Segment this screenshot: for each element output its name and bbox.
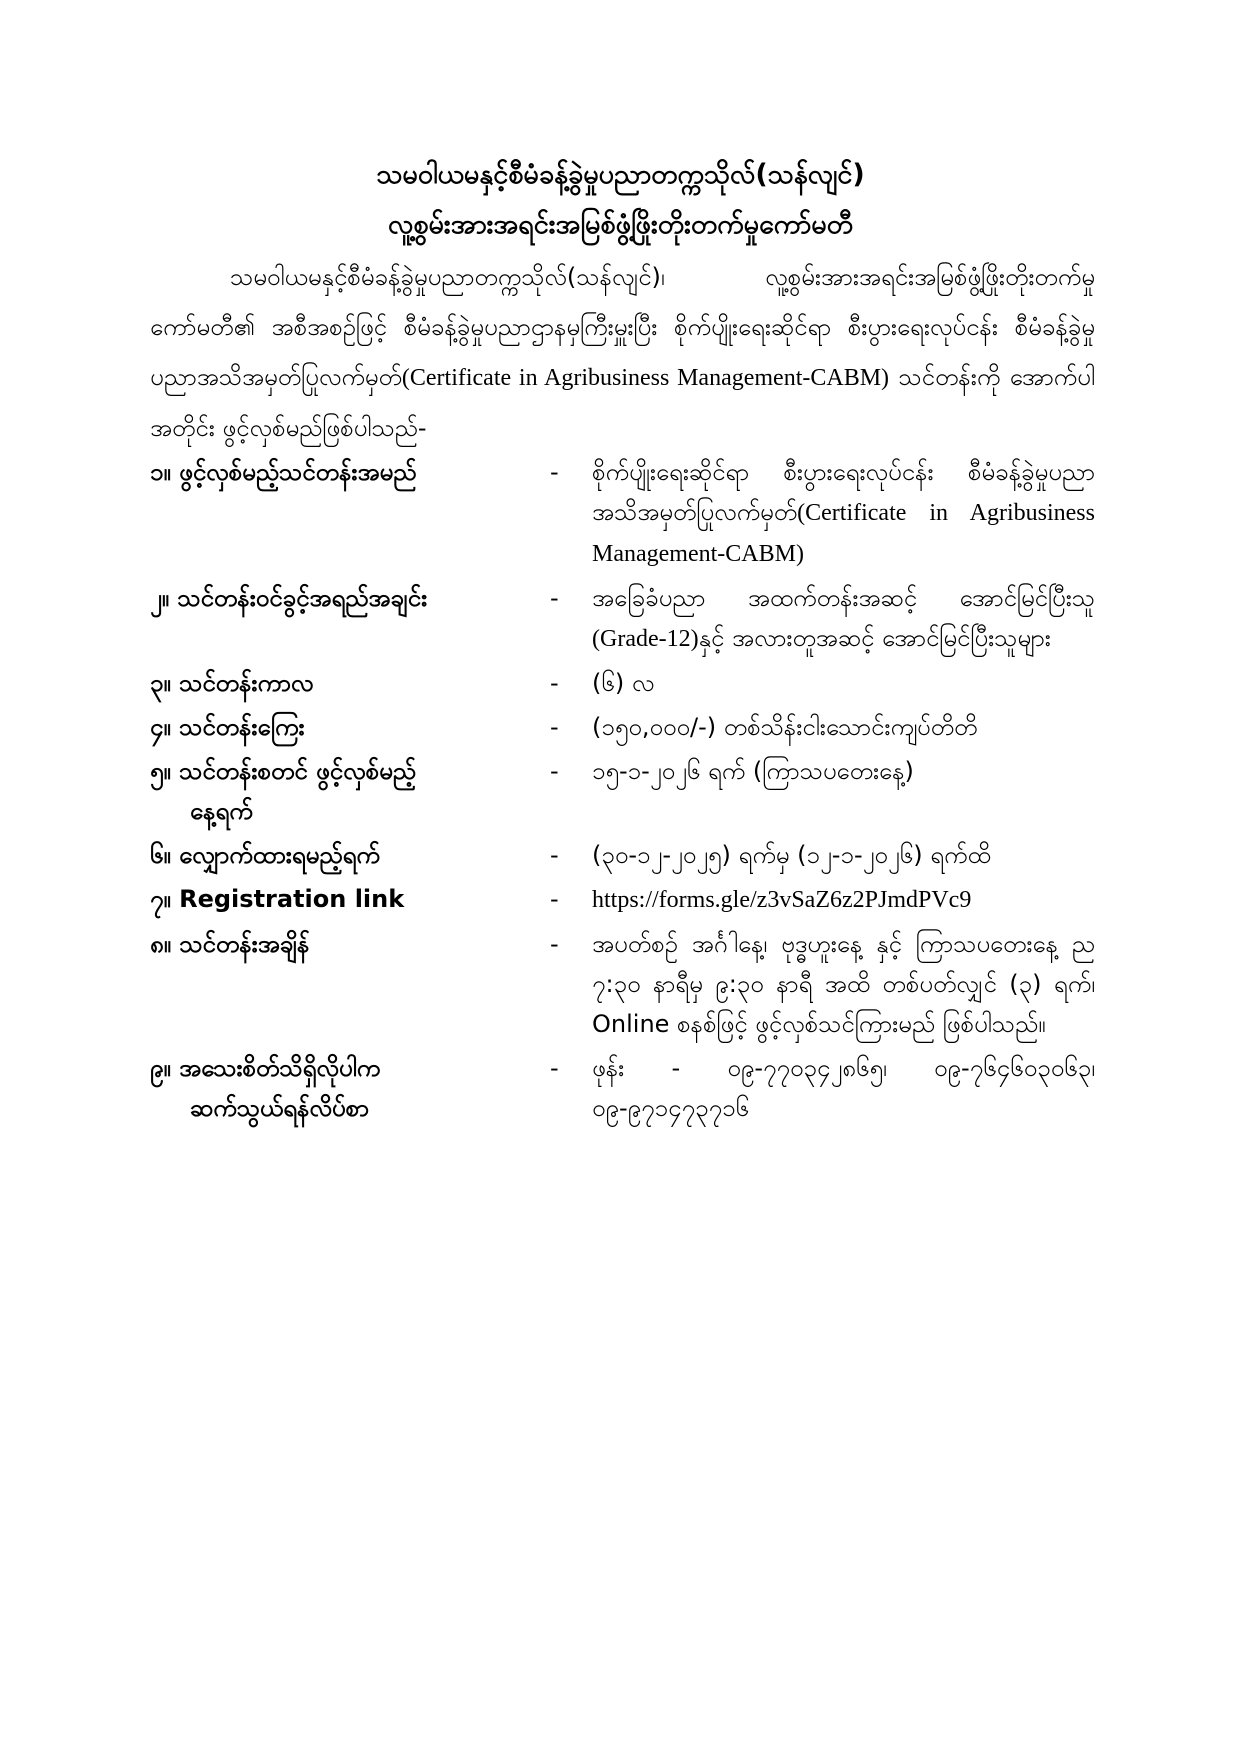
item-label-continuation: ဆက်သွယ်ရန်လိပ်စာ [190,1094,369,1122]
item-value-text: ၁၅-၁-၂၀၂၆ ရက် (ကြာသပတေးနေ့) [592,757,914,785]
item-value-latin: (Grade-12) [592,626,699,652]
item-label [150,879,550,919]
item-label [150,578,550,618]
item-label-text: ၉။ အသေးစိတ်သိရှိလိုပါက [150,1054,381,1082]
registration-link[interactable]: https://forms.gle/z3vSaZ6z2PJmdPVc9 [592,887,972,913]
item-value-text: (၁၅၀,၀၀၀/-) တစ်သိန်းငါးသောင်းကျပ်တိတိ [592,713,978,741]
contact-phone-numbers: ဖုန်း - ၀၉-၇၇၀၃၄၂၈၆၅၊ ၀၉-၇၆၄၆၀၃၀၆၃၊ ၀၉-၉၇၁၄၇၃၇၁၆ [592,1054,1095,1122]
item-value-text: အခြေခံပညာ အထက်တန်းအဆင့် အောင်မြင်ပြီးသူ [592,584,1095,612]
document-title: သမဝါယမနှင့်စီမံခန့်ခွဲမှုပညာတက္ကသိုလ်(သန်လျင်) [376,159,865,190]
item-value [592,924,1095,1044]
item-label [150,452,550,492]
item-dash: - [550,841,559,869]
item-label-text: ၁။ ဖွင့်လှစ်မည့်သင်တန်းအမည် [150,458,417,486]
item-label-text: ၇။ Registration link [150,885,405,913]
detail-item-contact [150,1048,1095,1128]
committee-title: လူ့စွမ်းအားအရင်းအမြစ်ဖွံ့ဖြိုးတိုးတက်မှုကော်မတီ [388,209,853,240]
item-label [150,835,550,875]
item-value-text: (၃၀-၁၂-၂၀၂၅) ရက်မှ (၁၂-၁-၂၀၂၆) ရက်ထိ [592,841,991,869]
item-value [592,1048,1095,1128]
detail-item-eligibility [150,578,1095,659]
detail-item-course-name [150,452,1095,574]
item-label [150,663,550,703]
item-value [592,879,1095,920]
item-dash: - [550,584,559,612]
item-dash: - [550,669,559,697]
item-label-text: ၃။ သင်တန်းကာလ [150,669,314,697]
detail-item-class-time [150,924,1095,1044]
item-dash: - [550,1054,559,1082]
item-label [150,924,550,964]
item-value [592,452,1095,574]
item-label-text: ၆။ လျှောက်ထားရမည့်ရက် [150,841,380,869]
item-dash: - [550,930,559,958]
item-value [592,707,1095,747]
item-dash: - [550,458,559,486]
item-value-text: အပတ်စဉ် အင်္ဂါနေ့၊ ဗုဒ္ဓဟူးနေ့ နှင့် ကြာသပတေးနေ့ ည ၇:၃၀ နာရီမှ ၉:၃၀ နာရီ အထိ တစ်ပတ်လျှင် (၃) ရက်၊ Online စနစ်ဖြင့် ဖွင့်လှစ်သင်ကြားမည် ဖြစ်ပါသည်။ [592,930,1095,1038]
title-block [0,150,1241,250]
item-value [592,578,1095,659]
item-label-text: ၈။ သင်တန်းအချိန် [150,930,310,958]
item-label [150,1048,550,1128]
item-label [150,751,550,831]
item-value [592,835,1095,875]
intro-text-main: သမဝါယမနှင့်စီမံခန့်ခွဲမှုပညာတက္ကသိုလ်(သန်လျင်)၊ လူ့စွမ်းအားအရင်းအမြစ်ဖွံ့ဖြိုးတိုးတက်မှု ကော်မတီ၏ အစီအစဉ်ဖြင့် စီမံခန့်ခွဲမှုပညာဌာနမှကြီးမှူးပြီး စိုက်ပျိုးရေးဆိုင်ရာ စီးပွားရေးလုပ်ငန်း စီမံခန့်ခွဲမှုပညာအသိအမှတ်ပြုလက်မှတ် [150,263,1095,391]
course-details-list [150,452,1095,1132]
item-label-text: ၄။ သင်တန်းကြေး [150,713,305,741]
detail-item-start-date [150,751,1095,831]
intro-text-latin: (Certificate in Agribusiness Management-CABM) [401,365,890,391]
item-label [150,707,550,747]
detail-item-duration [150,663,1095,703]
item-value [592,663,1095,703]
item-label-text: ၂။ သင်တန်းဝင်ခွင့်အရည်အချင်း [150,584,428,612]
item-value-latin: (Certificate in Agribusiness Management-CABM) [592,500,1095,567]
item-value-text: (၆) လ [592,669,655,697]
detail-item-application-period [150,835,1095,875]
detail-item-fee [150,707,1095,747]
item-dash: - [550,885,559,913]
intro-text-end: သင်တန်းကို အောက်ပါအတိုင်း ဖွင့်လှစ်မည်ဖြစ်ပါသည်- [150,363,1095,442]
item-value-text: စိုက်ပျိုးရေးဆိုင်ရာ စီးပွားရေးလုပ်ငန်း စီမံခန့်ခွဲမှုပညာအသိအမှတ်ပြုလက်မှတ် [592,458,1095,526]
item-dash: - [550,757,559,785]
intro-paragraph [150,252,1095,453]
item-label-text: ၅။ သင်တန်းစတင် ဖွင့်လှစ်မည့် [150,757,416,785]
item-dash: - [550,713,559,741]
item-value [592,751,1095,791]
item-value-tail: နှင့် အလားတူအဆင့် အောင်မြင်ပြီးသူများ [698,624,1051,652]
item-label-continuation: နေ့ရက် [190,797,253,825]
detail-item-registration-link [150,879,1095,920]
